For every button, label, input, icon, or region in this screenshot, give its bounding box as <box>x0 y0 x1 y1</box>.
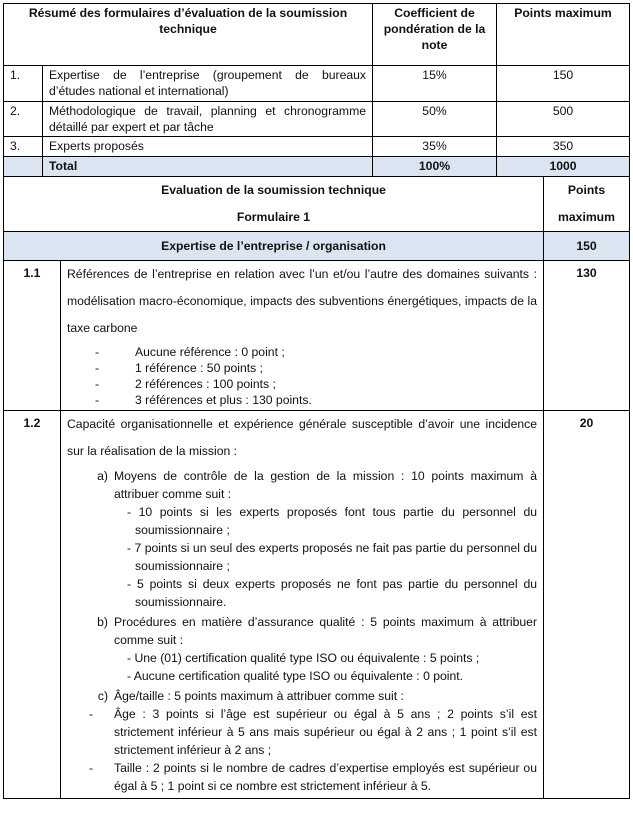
list-item: - Aucune certification qualité type ISO ou équivalente : 0 point. <box>127 669 464 683</box>
table-row <box>4 66 630 102</box>
list-item: - Une (01) certification qualité type ISO ou équivalente : 5 points ; <box>127 651 480 665</box>
row-points: 500 <box>497 101 630 137</box>
total-row <box>4 157 630 177</box>
summary-title: Résumé des formulaires d’évaluation de la soumission technique <box>4 4 373 66</box>
row-coefficient: 15% <box>373 66 497 102</box>
summary-table <box>3 3 630 177</box>
subcriterion-text: Moyens de contrôle de la gestion de la mission : 10 points maximum à attribuer comme suit : <box>114 469 537 501</box>
points-header-line2: maximum <box>558 210 615 224</box>
summary-header-row <box>4 4 630 66</box>
subcriterion-text: Procédures en matière d’assurance qualité : 5 points maximum à attribuer comme suit : <box>114 615 537 647</box>
row-points: 150 <box>497 66 630 102</box>
subcriterion-label: b) <box>97 615 108 629</box>
subcriterion-b <box>67 613 537 649</box>
scoring-list <box>67 344 537 408</box>
list-item: - 7 points si un seul des experts proposés ne fait pas partie du personnel du soumissionnaire ; <box>127 541 537 573</box>
criterion-text: Références de l’entreprise en relation avec l’un et/ou l’autre des domaines suivants : modélisation macro-économique, impacts des subventions énergétiques, impacts de la taxe carbone <box>67 267 537 335</box>
list-item: - 1 référence : 50 points ; <box>95 361 264 375</box>
list-item: - 3 références et plus : 130 points. <box>95 393 312 407</box>
criterion-points: 20 <box>544 411 630 799</box>
points-header: Points maximum <box>497 4 630 66</box>
row-number: 1. <box>4 66 43 102</box>
section-title: Expertise de l’entreprise / organisation <box>4 232 544 261</box>
criterion-number: 1.1 <box>4 261 61 411</box>
evaluation-title-cell <box>4 177 544 232</box>
row-label: Expertise de l’entreprise (groupement de bureaux d’études national et international) <box>43 66 373 102</box>
evaluation-header-row <box>4 177 630 232</box>
list-item: - Âge : 3 points si l’âge est supérieur ou égal à 5 ans ; 2 points s’il est strictement inférieur à 5 ans mais supérieur ou égal à 2 ans ; 1 point s’il est strictement inférieur à 2 ans ; <box>89 707 537 757</box>
criterion-number: 1.2 <box>4 411 61 799</box>
row-label <box>43 101 373 137</box>
coefficient-header: Coefficient de pondération de la note <box>373 4 497 66</box>
evaluation-table <box>3 176 630 799</box>
form-title: Formulaire 1 <box>236 210 311 224</box>
row-coefficient: 35% <box>373 137 497 157</box>
subcriterion-text: Âge/taille : 5 points maximum à attribuer comme suit : <box>114 689 404 703</box>
list-item: - 5 points si deux experts proposés ne font pas partie du personnel du soumissionnaire. <box>127 577 537 609</box>
list-item: - 10 points si les experts proposés font tous partie du personnel du soumissionnaire ; <box>127 505 537 537</box>
row-number: 3. <box>4 137 43 157</box>
criterion-text: Capacité organisationnelle et expérience générale susceptible d’avoir une incidence sur la réalisation de la mission : <box>67 417 537 458</box>
subcriterion-c <box>67 687 537 705</box>
list-item: - Taille : 2 points si le nombre de cadres d’expertise employés est supérieur ou égal à 5 ; 1 point si ce nombre est strictement inférieur à 5. <box>89 761 537 793</box>
criterion-row-1-1 <box>4 261 630 411</box>
total-coefficient: 100% <box>373 157 497 177</box>
criterion-row-1-2 <box>4 411 630 799</box>
subcriterion-label: c) <box>97 689 108 703</box>
points-header-line1: Points <box>567 183 606 197</box>
row-number: 2. <box>4 101 43 137</box>
table-row <box>4 137 630 157</box>
subcriterion-label: a) <box>97 469 108 483</box>
subcriterion-a <box>67 467 537 503</box>
criterion-points: 130 <box>544 261 630 411</box>
evaluation-title: Evaluation de la soumission technique <box>161 183 386 197</box>
list-item: - Aucune référence : 0 point ; <box>95 345 285 359</box>
subcriterion-b-list <box>125 649 537 685</box>
row-coefficient: 50% <box>373 101 497 137</box>
row-label-text: Méthodologique de travail, planning et chronogramme détaillé par expert et par tâche <box>49 103 366 134</box>
section-row <box>4 232 630 261</box>
list-item: - 2 références : 100 points ; <box>95 377 276 391</box>
subcriterion-a-list <box>125 503 537 611</box>
table-row <box>4 101 630 137</box>
total-points: 1000 <box>497 157 630 177</box>
section-points: 150 <box>544 232 630 261</box>
points-max-header <box>544 177 630 232</box>
total-label: Total <box>43 157 373 177</box>
total-empty-cell <box>4 157 43 177</box>
row-label: Experts proposés <box>43 137 373 157</box>
row-points: 350 <box>497 137 630 157</box>
